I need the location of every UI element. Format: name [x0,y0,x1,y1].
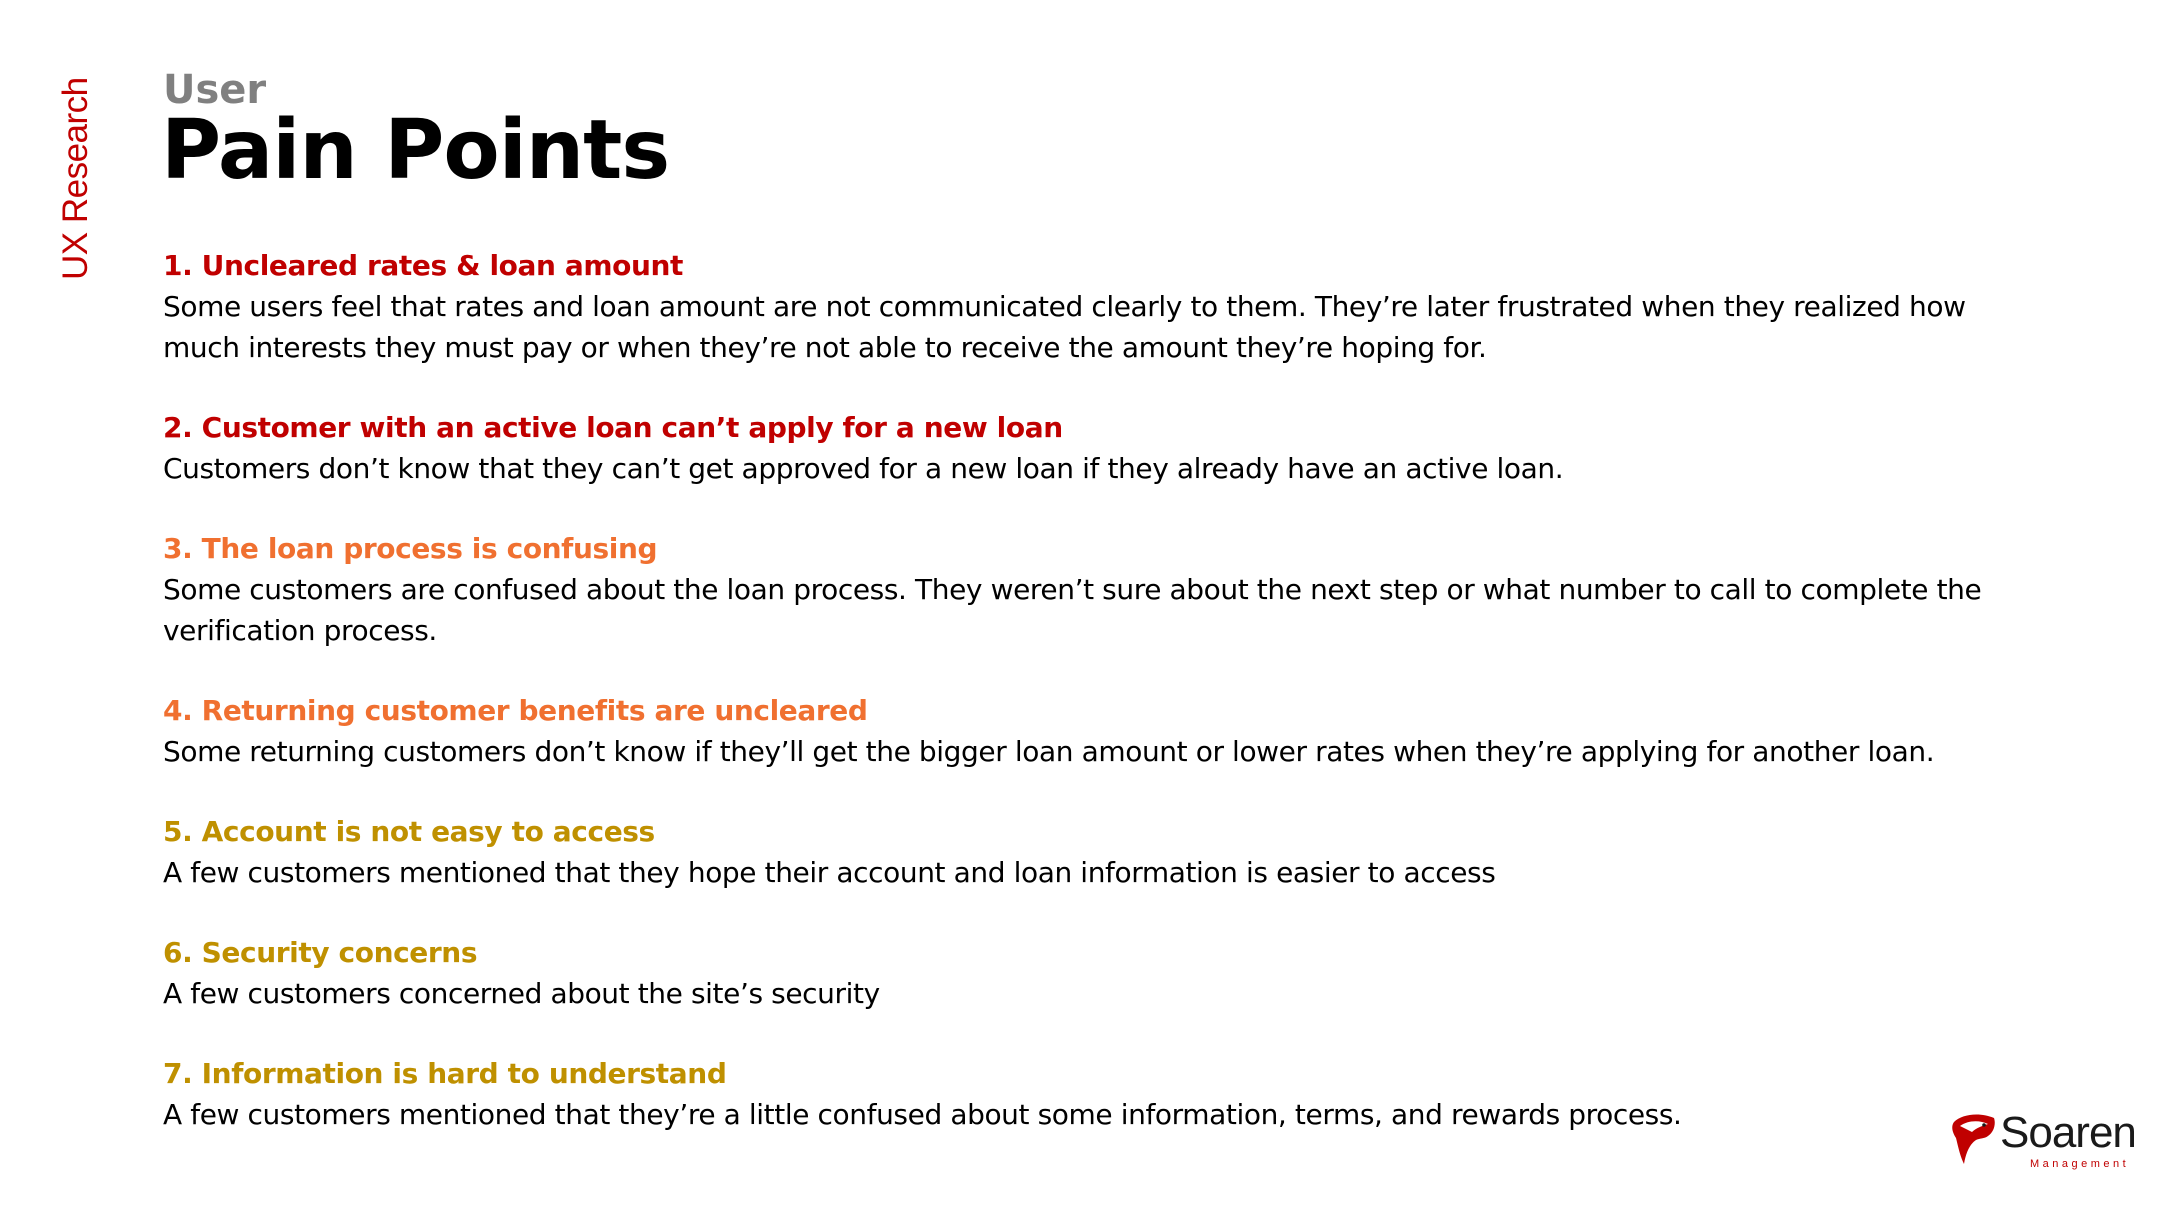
page-title: Pain Points [161,103,670,198]
eagle-head-icon [1950,1112,1998,1166]
pain-point-description: Some returning customers don’t know if they’ll get the bigger loan amount or lower rates when they’re applying for another loan. [163,735,1935,768]
pain-point-heading: 6. Security concerns [163,936,478,969]
pain-point-heading: 7. Information is hard to understand [163,1057,727,1090]
pain-point-heading: 5. Account is not easy to access [163,815,655,848]
logo-subtitle: Management [2030,1158,2130,1170]
page-eyebrow: User [163,67,267,113]
pain-point-heading: 1. Uncleared rates & loan amount [163,249,684,282]
pain-point-description: A few customers concerned about the site’s security [163,977,880,1010]
pain-point-item [163,691,2043,772]
pain-points-list [163,246,2043,1175]
pain-point-heading: 4. Returning customer benefits are uncleared [163,694,868,727]
logo-wordmark: Soaren [2000,1108,2136,1157]
pain-point-item [163,812,2043,893]
pain-point-heading: 2. Customer with an active loan can’t apply for a new loan [163,411,1063,444]
pain-point-heading: 3. The loan process is confusing [163,532,658,565]
pain-point-item [163,933,2043,1014]
pain-point-item [163,529,2043,651]
section-label-ux-research: UX Research [56,77,95,280]
pain-point-description: Some users feel that rates and loan amount are not communicated clearly to them. They’re later frustrated when they realized how much interests they must pay or when they’re not able to receive the amount they’re hoping for. [163,290,1966,364]
pain-point-item [163,1054,2043,1135]
pain-point-description: A few customers mentioned that they hope their account and loan information is easier to access [163,856,1496,889]
pain-point-description: Some customers are confused about the loan process. They weren’t sure about the next step or what number to call to complete the verification process. [163,573,1982,647]
pain-point-description: A few customers mentioned that they’re a little confused about some information, terms, and rewards process. [163,1098,1682,1131]
pain-point-item [163,246,2043,368]
pain-point-description: Customers don’t know that they can’t get approved for a new loan if they already have an active loan. [163,452,1564,485]
company-logo [1950,1108,2140,1178]
pain-point-item [163,408,2043,489]
